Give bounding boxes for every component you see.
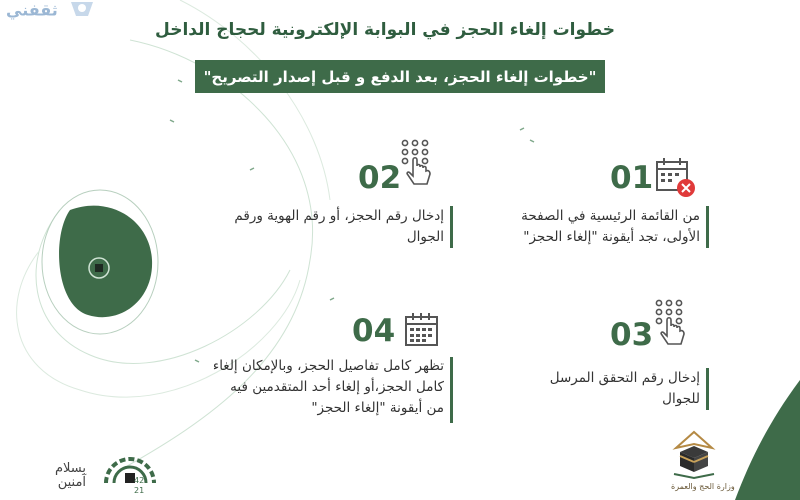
step-1-line-1: من القائمة الرئيسية في الصفحة bbox=[521, 208, 700, 224]
step-3-text bbox=[480, 368, 700, 410]
calendar-grid-icon bbox=[404, 312, 440, 352]
site-logo bbox=[6, 0, 95, 22]
step-3-number: 03 bbox=[610, 317, 654, 353]
banner-text: "خطوات إلغاء الحجز، بعد الدفع و قبل إصدار التصريح" bbox=[203, 67, 597, 86]
step-2-line-1: إدخال رقم الحجز، أو رقم الهوية ورقم bbox=[234, 208, 444, 224]
ministry-name: وزارة الحج والعمرة bbox=[671, 482, 735, 491]
step-3-bar bbox=[706, 368, 709, 410]
subtitle-banner bbox=[195, 60, 605, 93]
step-4-line-1: تظهر كامل تفاصيل الحجز، وبالإمكان إلغاء bbox=[212, 358, 444, 374]
step-2-bar bbox=[450, 206, 453, 248]
step-4-line-3: من أيقونة "إلغاء الحجز" bbox=[311, 400, 444, 416]
step-2-line-2: الجوال bbox=[406, 229, 444, 245]
step-4-text bbox=[150, 356, 444, 419]
step-3-line-2: للجوال bbox=[662, 391, 700, 407]
step-1-bar bbox=[706, 206, 709, 248]
step-2-number: 02 bbox=[358, 160, 402, 196]
slogan bbox=[55, 462, 86, 490]
calendar-cancel-icon bbox=[655, 157, 697, 203]
slogan-line-1: بسلام bbox=[55, 461, 87, 476]
step-1-line-2: الأولى، تجد أيقونة "إلغاء الحجز" bbox=[523, 229, 700, 245]
slogan-logo-icon bbox=[100, 443, 160, 497]
page-title: خطوات إلغاء الحجز في البوابة الإلكترونية لحجاج الداخل bbox=[155, 20, 615, 40]
step-4-bar bbox=[450, 357, 453, 423]
site-logo-text: ثقفني bbox=[6, 0, 58, 20]
step-4-number: 04 bbox=[352, 313, 396, 349]
keypad-tap-icon bbox=[654, 298, 688, 358]
badge-number-bottom: 21 bbox=[134, 486, 145, 495]
step-1-number: 01 bbox=[610, 160, 654, 196]
slogan-line-2: آمنين bbox=[57, 475, 87, 490]
step-1-text bbox=[440, 206, 700, 248]
ministry-logo-icon bbox=[672, 430, 716, 484]
keypad-tap-icon bbox=[400, 138, 434, 198]
step-2-text bbox=[170, 206, 444, 248]
badge-number-top: 42 bbox=[134, 476, 145, 485]
step-3-line-1: إدخال رقم التحقق المرسل bbox=[549, 370, 700, 386]
step-4-line-2: كامل الحجز،أو إلغاء أحد المتقدمين فيه bbox=[230, 379, 444, 395]
lightbulb-icon bbox=[69, 0, 95, 22]
